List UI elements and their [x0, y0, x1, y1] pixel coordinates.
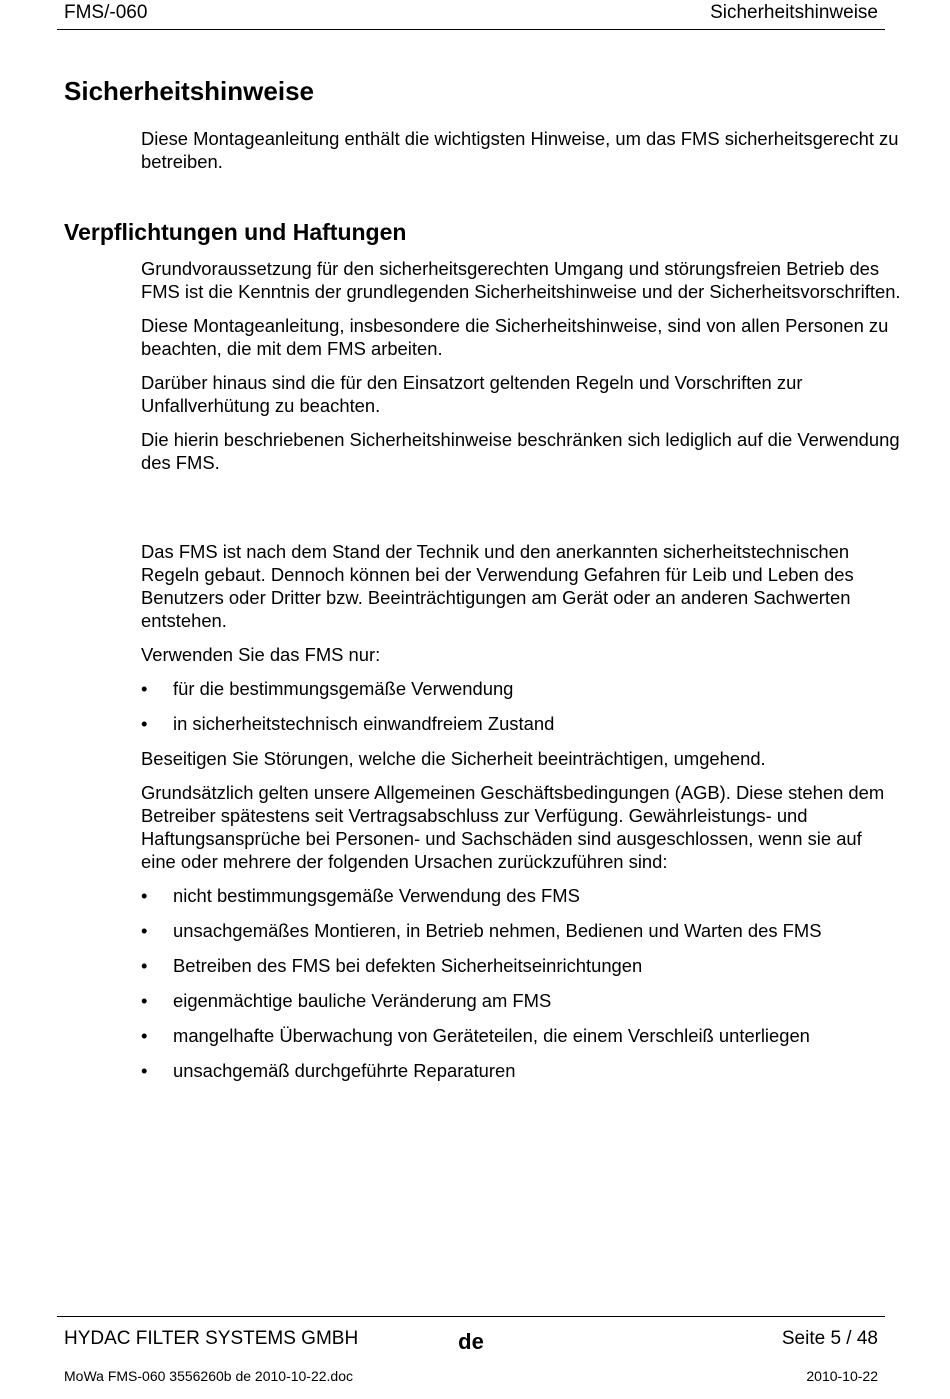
intro-paragraph: Diese Montageanleitung enthält die wichtigsten Hinweise, um das FMS sicherheitsgerecht zu betreiben.: [141, 128, 899, 172]
list-item-text: nicht bestimmungsgemäße Verwendung des FMS: [173, 885, 580, 906]
footer-date: 2010-10-22: [806, 1368, 878, 1384]
footer-document-name: MoWa FMS-060 3556260b de 2010-10-22.doc: [64, 1368, 353, 1384]
list-item-text: mangelhafte Überwachung von Geräteteilen, die einem Verschleiß unterliegen: [173, 1025, 810, 1046]
list-item-text: unsachgemäßes Montieren, in Betrieb nehmen, Bedienen und Warten des FMS: [173, 920, 822, 941]
list-item-text: Betreiben des FMS bei defekten Sicherheitseinrichtungen: [173, 955, 643, 976]
exclusion-list: [141, 884, 901, 1082]
list-item: [141, 989, 901, 1012]
list-item: [141, 677, 901, 700]
bullet-icon: •: [141, 1025, 148, 1046]
list-item: [141, 919, 901, 942]
paragraph: Grundvoraussetzung für den sicherheitsgerechten Umgang und störungsfreien Betrieb des FMS ist die Kenntnis der grundlegenden Sicherheitshinweise und der Sicherheitsvorschriften.: [141, 258, 901, 302]
bullet-icon: •: [141, 955, 148, 976]
bullet-icon: •: [141, 920, 148, 941]
paragraph: Beseitigen Sie Störungen, welche die Sicherheit beeinträchtigen, umgehend.: [141, 748, 766, 769]
bullet-icon: •: [141, 1060, 148, 1081]
footer-company: HYDAC FILTER SYSTEMS GMBH: [64, 1328, 359, 1349]
obligations-block: [141, 257, 901, 485]
bullet-icon: •: [141, 678, 148, 699]
footer-language: de: [458, 1329, 484, 1354]
bullet-icon: •: [141, 713, 148, 734]
paragraph: Verwenden Sie das FMS nur:: [141, 644, 381, 665]
intro-block: [141, 127, 901, 184]
safety-block: [141, 540, 901, 1094]
paragraph: Diese Montageanleitung, insbesondere die Sicherheitshinweise, sind von allen Personen zu beachten, die mit dem FMS arbeiten.: [141, 315, 889, 359]
list-item: [141, 1024, 901, 1047]
list-item-text: in sicherheitstechnisch einwandfreiem Zustand: [173, 713, 555, 734]
page-header: [57, 0, 885, 30]
paragraph: Grundsätzlich gelten unsere Allgemeinen Geschäftsbedingungen (AGB). Diese stehen dem Betreiber spätestens seit Vertragsabschluss zur Verfügung. Gewährleistungs- und Haftungsansprüche bei Personen- und Sachschäden sind ausgeschlossen, wenn sie auf eine oder mehrere der folgenden Ursachen zurückzuführen sind:: [141, 782, 885, 872]
footer-page-number: Seite 5 / 48: [781, 1328, 878, 1349]
section-heading-obligations: Verpflichtungen und Haftungen: [64, 219, 407, 245]
list-item: [141, 712, 901, 735]
paragraph: Darüber hinaus sind die für den Einsatzort geltenden Regeln und Vorschriften zur Unfallverhütung zu beachten.: [141, 372, 803, 416]
usage-list: [141, 677, 901, 735]
list-item-text: unsachgemäß durchgeführte Reparaturen: [173, 1060, 516, 1081]
header-doc-id: FMS/-060: [64, 2, 148, 23]
list-item: [141, 954, 901, 977]
list-item-text: eigenmächtige bauliche Veränderung am FMS: [173, 990, 552, 1011]
list-item-text: für die bestimmungsgemäße Verwendung: [173, 678, 514, 699]
list-item: [141, 1059, 901, 1082]
bullet-icon: •: [141, 885, 148, 906]
page-title: Sicherheitshinweise: [64, 76, 314, 106]
paragraph: Die hierin beschriebenen Sicherheitshinweise beschränken sich lediglich auf die Verwendung des FMS.: [141, 429, 900, 473]
paragraph: Das FMS ist nach dem Stand der Technik und den anerkannten sicherheitstechnischen Regeln gebaut. Dennoch können bei der Verwendung Gefahren für Leib und Leben des Benutzers oder Dritter bzw. Beeinträchtigungen am Gerät oder an anderen Sachwerten entstehen.: [141, 541, 854, 631]
page-footer: [57, 1316, 885, 1399]
list-item: [141, 884, 901, 907]
header-section-title: Sicherheitshinweise: [710, 2, 878, 23]
bullet-icon: •: [141, 990, 148, 1011]
